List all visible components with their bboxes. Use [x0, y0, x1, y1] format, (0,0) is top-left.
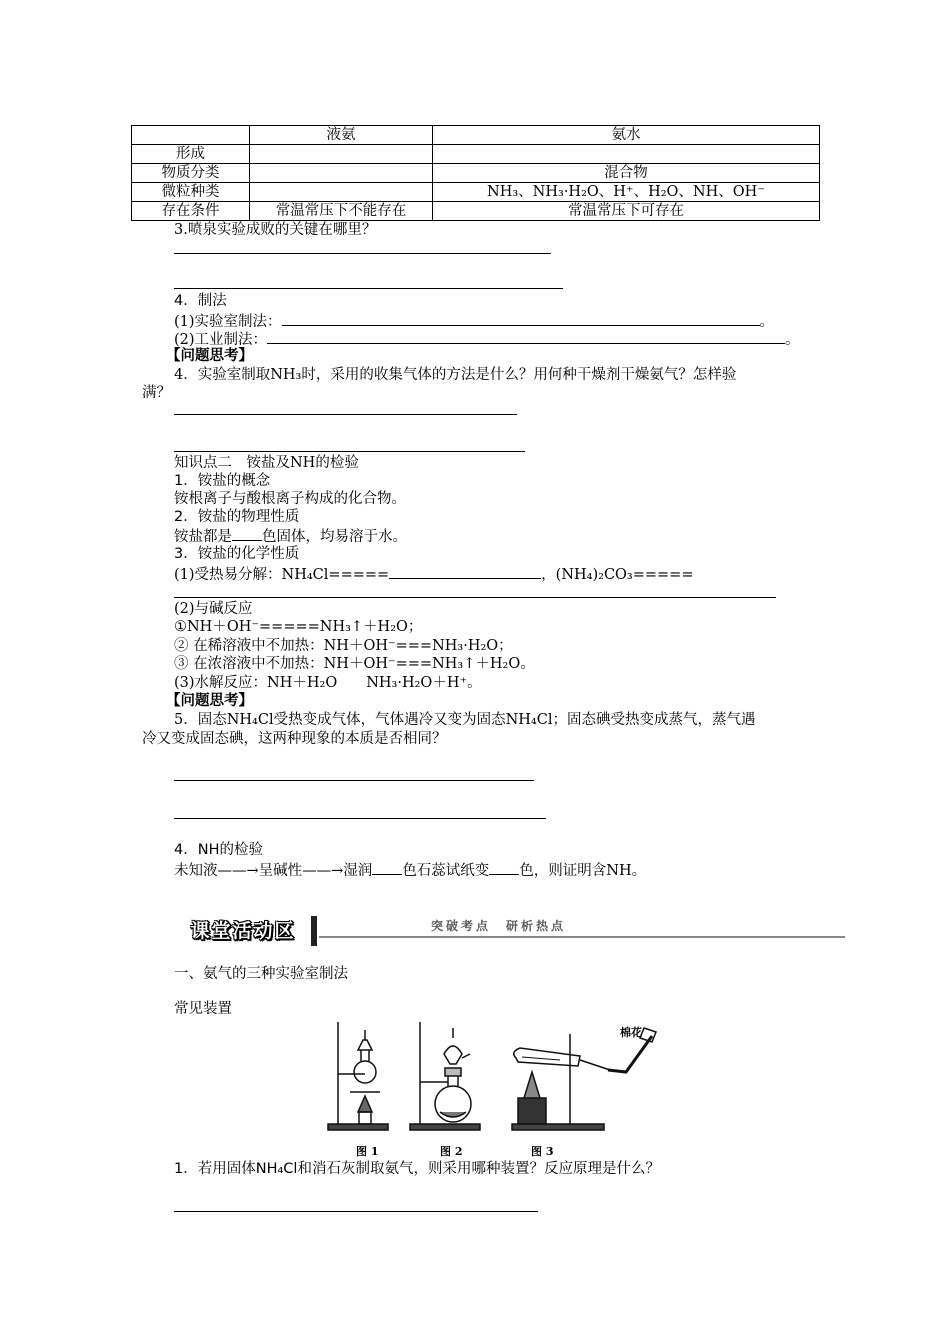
end-mark: 。	[785, 332, 800, 348]
lab-method	[174, 311, 774, 331]
detection-p3: 色，则证明含NH。	[519, 863, 647, 879]
comparison-table	[131, 125, 820, 221]
devices-title: 常见装置	[174, 1001, 232, 1017]
figure-3-label: 图 3	[531, 1145, 554, 1158]
physical-properties-text	[174, 526, 407, 546]
answer-blank	[267, 329, 785, 344]
table-header-cell	[132, 126, 250, 145]
table-cell	[250, 164, 433, 183]
table-cell: 混合物	[433, 164, 820, 183]
table-row	[132, 164, 820, 183]
decomp-pre: (1)受热易分解：NH₄Cl=====	[174, 567, 390, 583]
apparatus-figure	[320, 1012, 670, 1142]
physical-properties-title: 2．铵盐的物理性质	[174, 509, 300, 525]
table-row	[132, 202, 820, 221]
answer-line	[174, 1211, 538, 1212]
ammonium-concept-text: 铵根离子与酸根离子构成的化合物。	[174, 491, 406, 507]
banner-rule	[319, 936, 845, 938]
figure-1-label: 图 1	[356, 1145, 379, 1158]
final-question: 1．若用固体NH₄Cl和消石灰制取氨气，则采用哪种装置？反应原理是什么？	[174, 1161, 660, 1177]
figure-2-label: 图 2	[440, 1145, 463, 1158]
banner-title: 课堂活动区	[190, 920, 296, 942]
reaction-1: ①NH＋OH⁻=====NH₃↑＋H₂O；	[174, 619, 423, 635]
answer-line	[174, 414, 517, 415]
industry-method	[174, 329, 800, 349]
table-row-label: 微粒种类	[132, 183, 250, 202]
banner-subtitle: 突破考点 研析热点	[431, 919, 567, 933]
physical-post: 色固体，均易溶于水。	[262, 529, 407, 545]
table-row	[132, 183, 820, 202]
chemical-properties-title: 3．铵盐的化学性质	[174, 546, 300, 562]
reaction-2: ② 在稀溶液中不加热：NH＋OH⁻===NH₃·H₂O；	[174, 638, 513, 654]
section-banner	[173, 914, 845, 948]
question-5-line2: 冷又变成固态碘，这两种现象的本质是否相同？	[142, 731, 447, 747]
part-1-title: 一、氨气的三种实验室制法	[174, 966, 348, 982]
table-cell	[433, 145, 820, 164]
lab-method-label: (1)实验室制法：	[174, 314, 282, 330]
table-cell: 常温常压下不能存在	[250, 202, 433, 221]
figure-3-apparatus	[512, 1028, 656, 1130]
color-blank	[232, 526, 262, 541]
base-reaction-title: (2)与碱反应	[174, 601, 253, 617]
question-5-line1: 5．固态NH₄Cl受热变成气体，气体遇冷又变为固态NH₄Cl；固态碘受热变成蒸气，蒸气遇	[174, 712, 756, 728]
answer-blank	[282, 311, 760, 326]
physical-pre: 铵盐都是	[174, 529, 232, 545]
answer-line	[174, 451, 525, 452]
table-cell	[250, 145, 433, 164]
table-header-cell: 氨水	[433, 126, 820, 145]
table-row-label: 物质分类	[132, 164, 250, 183]
end-mark: 。	[759, 314, 775, 330]
table-row-label: 存在条件	[132, 202, 250, 221]
question-3: 3.喷泉实验成败的关键在哪里？	[174, 222, 377, 238]
table-header-cell: 液氨	[250, 126, 433, 145]
table-row	[132, 145, 820, 164]
section-4-title: 4．制法	[174, 293, 227, 309]
answer-line	[174, 253, 551, 254]
decomp-mid: ，(NH₄)₂CO₃=====	[541, 567, 694, 583]
banner-bar	[311, 916, 317, 946]
reaction-3: ③ 在浓溶液中不加热：NH＋OH⁻===NH₃↑＋H₂O。	[174, 656, 535, 672]
ammonium-concept-title: 1．铵盐的概念	[174, 473, 271, 489]
detection-p1: 未知液——→呈碱性——→湿润	[174, 863, 373, 879]
table-row-label: 形成	[132, 145, 250, 164]
hydrolysis-reaction: (3)水解反应：NH＋H₂O NH₃·H₂O＋H⁺。	[174, 675, 482, 691]
answer-line	[174, 288, 563, 289]
cotton-label: 棉花	[620, 1026, 642, 1039]
think-label: 【问题思考】	[166, 693, 253, 709]
question-4-line2: 满？	[142, 385, 171, 401]
question-4-line1: 4．实验室制取NH₃时，采用的收集气体的方法是什么？用何种干燥剂干燥氨气？怎样验	[174, 367, 737, 383]
think-label: 【问题思考】	[166, 348, 253, 364]
table-cell: 常温常压下可存在	[433, 202, 820, 221]
color-blank	[372, 860, 402, 875]
industry-method-label: (2)工业制法：	[174, 332, 268, 348]
table-header-row	[132, 126, 820, 145]
knowledge-point-2-title: 知识点二 铵盐及NH的检验	[174, 455, 359, 471]
answer-line	[174, 818, 546, 819]
figure-1-apparatus	[328, 1022, 388, 1130]
detection-text	[174, 860, 646, 880]
answer-line	[174, 780, 534, 781]
table-cell: NH₃、NH₃·H₂O、H⁺、H₂O、NH、OH⁻	[433, 183, 820, 202]
table-cell	[250, 183, 433, 202]
answer-line	[174, 597, 776, 598]
detection-p2: 色石蕊试纸变	[402, 863, 490, 879]
detection-title: 4．NH的检验	[174, 842, 263, 858]
thermal-decomposition	[174, 564, 694, 584]
figure-2-apparatus	[410, 1022, 480, 1130]
color-blank	[489, 860, 519, 875]
answer-blank	[389, 564, 541, 579]
